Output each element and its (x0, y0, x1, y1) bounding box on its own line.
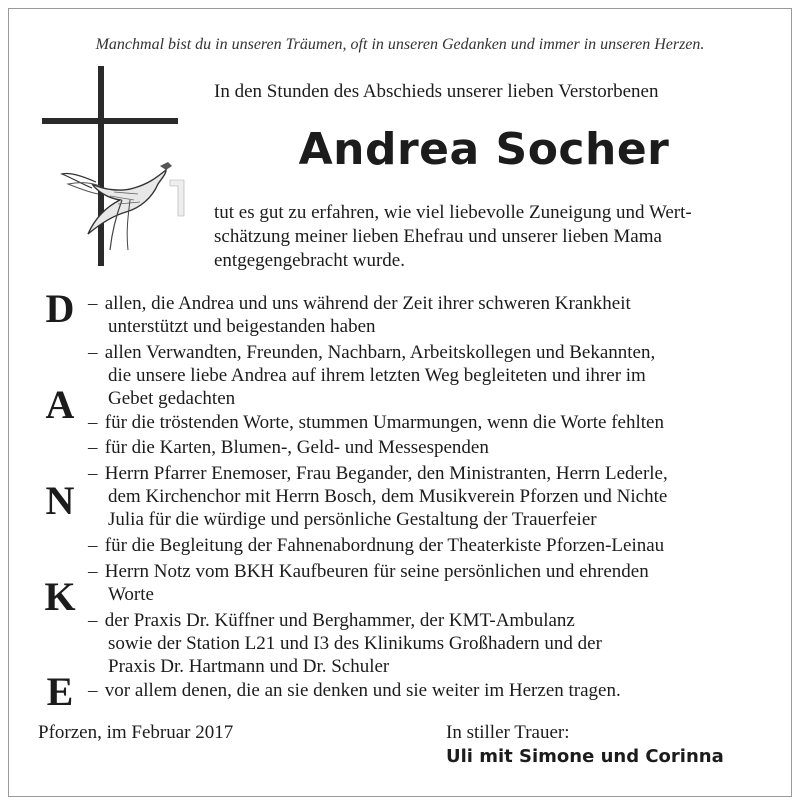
dash: – (88, 463, 98, 484)
place-date: Pforzen, im Februar 2017 (38, 722, 234, 743)
thanks-entry (88, 436, 778, 459)
thanks-line: entgegengebracht wurde. (214, 250, 405, 271)
entry-line: Herrn Pfarrer Enemoser, Frau Begander, den Ministranten, Herrn Lederle, (104, 463, 668, 484)
thanks-line: schätzung meiner lieben Ehefrau und unserer lieben Mama (214, 226, 662, 247)
thanks-entry (88, 411, 778, 434)
dash: – (88, 412, 98, 433)
entry-line: dem Kirchenchor mit Herrn Bosch, dem Musikverein Pforzen und Nichte (108, 486, 668, 507)
deceased-name: Andrea Socher (298, 124, 670, 175)
thanks-line: tut es gut zu erfahren, wie viel liebevolle Zuneigung und Wert- (214, 202, 692, 223)
intro-text: In den Stunden des Abschieds unserer lieben Verstorbenen (214, 81, 659, 102)
dash: – (88, 535, 98, 556)
danke-letter-k: K (44, 574, 76, 619)
entry-line: Julia für die würdige und persönliche Gestaltung der Trauerfeier (108, 509, 597, 530)
thanks-entry (88, 292, 778, 338)
entry-line: für die Karten, Blumen-, Geld- und Messespenden (104, 437, 489, 458)
thanks-entry (88, 560, 778, 606)
thanks-entry (88, 341, 778, 410)
dash: – (88, 610, 98, 631)
signature-names: Uli mit Simone und Corinna (446, 746, 724, 767)
danke-letter-n: N (45, 478, 75, 523)
thanks-entry (88, 462, 778, 531)
entry-line: der Praxis Dr. Küffner und Berghammer, der KMT-Ambulanz (104, 610, 575, 631)
danke-letter-d: D (45, 286, 75, 331)
dash: – (88, 437, 98, 458)
thanks-entry (88, 679, 778, 702)
thanks-entry (88, 609, 778, 678)
danke-letter-a: A (45, 382, 75, 427)
motto: Manchmal bist du in unseren Träumen, oft in unseren Gedanken und immer in unseren Herzen. (95, 36, 705, 53)
entry-line: Herrn Notz vom BKH Kaufbeuren für seine persönlichen und ehrenden (104, 561, 649, 582)
entry-line: allen Verwandten, Freunden, Nachbarn, Arbeitskollegen und Bekannten, (104, 342, 656, 363)
danke-letter-e: E (46, 669, 74, 714)
cross-dove-icon (38, 66, 188, 268)
entry-line: für die Begleitung der Fahnenabordnung der Theaterkiste Pforzen-Leinau (104, 535, 665, 556)
signature-label: In stiller Trauer: (446, 722, 570, 743)
entry-line: sowie der Station L21 und I3 des Klinikums Großhadern und der (108, 633, 602, 654)
entry-line: allen, die Andrea und uns während der Zeit ihrer schweren Krankheit (104, 293, 631, 314)
entry-line: die unsere liebe Andrea auf ihrem letzten Weg begleiteten und ihrer im (108, 365, 646, 386)
entry-line: vor allem denen, die an sie denken und sie weiter im Herzen tragen. (104, 680, 621, 701)
entry-line: Gebet gedachten (108, 388, 236, 409)
entry-line: für die tröstenden Worte, stummen Umarmungen, wenn die Worte fehlten (104, 412, 664, 433)
dash: – (88, 561, 98, 582)
entry-line: unterstützt und beigestanden haben (108, 316, 376, 337)
thanks-paragraph (214, 201, 764, 273)
entry-line: Praxis Dr. Hartmann und Dr. Schuler (108, 656, 390, 677)
dash: – (88, 342, 98, 363)
entry-line: Worte (108, 584, 154, 605)
thanks-entry (88, 534, 778, 557)
dash: – (88, 293, 98, 314)
dash: – (88, 680, 98, 701)
